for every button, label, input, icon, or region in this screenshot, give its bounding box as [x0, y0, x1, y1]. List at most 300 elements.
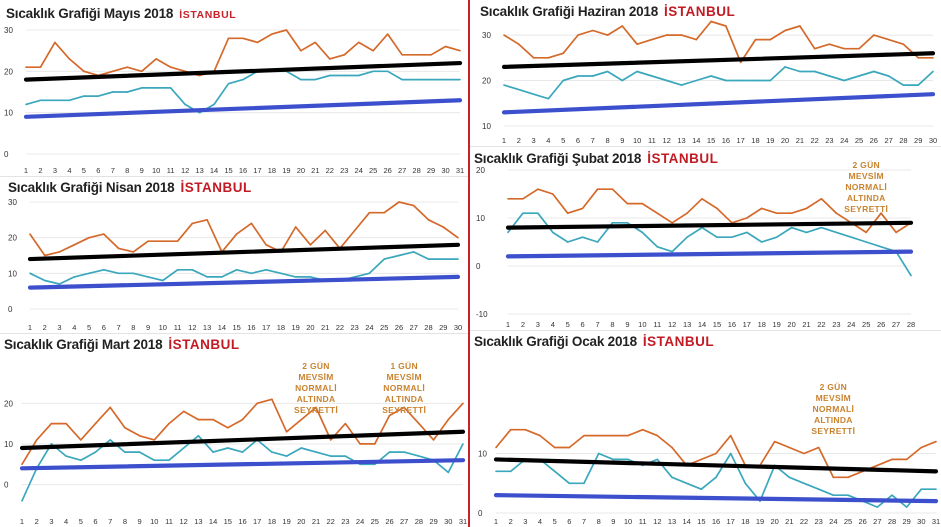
min-point: [582, 236, 584, 238]
min-point: [329, 75, 331, 77]
min-point: [642, 232, 644, 234]
min-point: [206, 276, 208, 278]
min-point: [932, 71, 934, 73]
x-tick-label: 6: [580, 320, 585, 329]
min-point: [95, 451, 97, 453]
x-tick-label: 9: [625, 320, 630, 329]
max-point: [286, 431, 288, 433]
max-point: [124, 427, 126, 429]
trend-min-line: [30, 277, 458, 288]
min-point: [858, 75, 860, 77]
min-point: [315, 79, 317, 81]
trend-min-line: [496, 495, 936, 501]
min-point: [910, 275, 912, 277]
max-point: [206, 219, 208, 221]
chart-panel-subat: [472, 146, 941, 330]
x-tick-label: 27: [891, 320, 901, 329]
y-tick-label: 0: [8, 305, 13, 314]
min-point: [598, 453, 600, 455]
y-tick-label: -10: [476, 310, 488, 319]
max-point: [552, 193, 554, 195]
max-point: [430, 54, 432, 56]
max-point: [715, 453, 717, 455]
min-point: [54, 99, 56, 101]
min-point: [383, 258, 385, 260]
min-point: [671, 251, 673, 253]
x-tick-label: 13: [195, 166, 204, 175]
x-tick-label: 5: [86, 323, 92, 332]
min-point: [518, 89, 520, 91]
x-tick-label: 9: [620, 136, 625, 145]
max-point: [133, 251, 135, 253]
max-point: [666, 34, 668, 36]
x-tick-label: 25: [370, 517, 379, 526]
trend-max-line: [496, 459, 936, 471]
max-point: [597, 188, 599, 190]
min-point: [906, 506, 908, 508]
min-point: [681, 84, 683, 86]
max-point: [462, 403, 464, 405]
min-point: [242, 451, 244, 453]
x-tick-label: 25: [380, 323, 389, 332]
max-point: [65, 423, 67, 425]
x-tick-label: 11: [653, 320, 662, 329]
x-tick-label: 14: [217, 323, 227, 332]
max-point: [141, 71, 143, 73]
x-tick-label: 13: [682, 320, 692, 329]
x-tick-label: 24: [365, 323, 374, 332]
min-point: [917, 84, 919, 86]
max-point: [300, 50, 302, 52]
x-tick-label: 12: [653, 517, 662, 526]
max-point: [622, 25, 624, 27]
max-point: [562, 52, 564, 54]
x-tick-label: 13: [194, 517, 203, 526]
min-point: [730, 453, 732, 455]
max-point: [21, 463, 23, 465]
season-note-line: 1 GÜN: [390, 361, 418, 371]
x-tick-label: 12: [668, 320, 677, 329]
x-tick-label: 22: [810, 136, 819, 145]
chart-city-label: İSTANBUL: [647, 151, 719, 166]
min-point: [548, 98, 550, 100]
trend-max-line: [22, 432, 463, 448]
season-note-line: 2 GÜN: [819, 382, 848, 392]
y-tick-label: 10: [482, 122, 491, 131]
x-tick-label: 4: [546, 136, 551, 145]
max-point: [671, 222, 673, 224]
min-point: [98, 95, 100, 97]
min-point: [612, 222, 614, 224]
max-point: [329, 58, 331, 60]
max-point: [36, 439, 38, 441]
x-tick-label: 26: [876, 320, 886, 329]
season-note-line: 2 GÜN: [302, 361, 330, 371]
x-tick-label: 18: [741, 517, 750, 526]
max-point: [44, 255, 46, 257]
min-point: [112, 91, 114, 93]
max-point: [359, 443, 361, 445]
x-tick-label: 20: [780, 136, 790, 145]
chart-title-text: Sıcaklık Grafiği Mart 2018: [4, 337, 163, 352]
y-tick-label: 20: [4, 67, 13, 77]
max-point: [448, 419, 450, 421]
season-note: [831, 160, 901, 215]
min-point: [44, 280, 46, 282]
x-tick-label: 27: [409, 323, 418, 332]
min-point: [29, 273, 31, 275]
min-point: [935, 488, 937, 490]
max-point: [710, 21, 712, 23]
x-tick-label: 13: [202, 323, 212, 332]
x-tick-label: 15: [697, 517, 706, 526]
x-tick-label: 11: [638, 517, 647, 526]
max-point: [418, 423, 420, 425]
min-point: [696, 80, 698, 82]
max-point: [236, 233, 238, 235]
x-tick-label: 29: [426, 166, 436, 175]
min-point: [88, 273, 90, 275]
x-tick-label: 27: [397, 166, 407, 175]
max-point: [903, 43, 905, 45]
x-tick-label: 11: [165, 517, 173, 526]
min-point: [154, 459, 156, 461]
max-point: [170, 66, 172, 68]
x-tick-label: 26: [869, 136, 878, 145]
max-point: [592, 30, 594, 32]
min-point: [627, 222, 629, 224]
max-point: [730, 435, 732, 437]
season-note: [369, 361, 439, 416]
min-point: [69, 99, 71, 101]
x-tick-label: 24: [829, 517, 838, 526]
x-tick-label: 14: [697, 320, 707, 329]
season-note-line: SEYRETTİ: [844, 204, 889, 214]
max-point: [257, 42, 259, 44]
max-point: [401, 54, 403, 56]
max-point: [651, 39, 653, 41]
max-point: [537, 188, 539, 190]
season-note: [281, 361, 351, 416]
x-tick-label: 25: [843, 517, 853, 526]
min-point: [416, 79, 418, 81]
max-point: [533, 57, 535, 59]
max-point: [755, 39, 757, 41]
min-point: [725, 80, 727, 82]
min-point: [21, 500, 23, 502]
min-point: [715, 477, 717, 479]
max-point: [88, 237, 90, 239]
season-note-line: ALTINDA: [846, 193, 886, 203]
min-point: [147, 276, 149, 278]
x-tick-label: 4: [550, 320, 555, 329]
x-tick-label: 27: [873, 517, 882, 526]
y-tick-label: 10: [8, 269, 17, 279]
min-point: [740, 80, 742, 82]
x-tick-label: 6: [567, 517, 572, 526]
season-note-line: MEVSİM: [386, 372, 422, 382]
min-point: [510, 471, 512, 473]
x-tick-label: 4: [72, 323, 77, 332]
x-tick-label: 20: [770, 517, 779, 526]
vertical-separator: [468, 0, 470, 527]
max-point: [112, 71, 114, 73]
x-tick-label: 25: [862, 320, 871, 329]
max-point: [932, 57, 934, 59]
min-point: [59, 283, 61, 285]
max-point: [740, 62, 742, 64]
max-point: [69, 58, 71, 60]
max-point: [888, 39, 890, 41]
max-point: [569, 447, 571, 449]
max-point: [413, 205, 415, 207]
x-tick-label: 2: [516, 136, 521, 145]
x-tick-label: 16: [238, 517, 247, 526]
x-tick-label: 24: [355, 517, 365, 526]
max-point: [354, 230, 356, 232]
x-tick-label: 5: [81, 166, 86, 175]
min-point: [843, 80, 845, 82]
min-point: [315, 451, 317, 453]
y-tick-label: 0: [4, 150, 9, 159]
x-tick-label: 3: [52, 166, 58, 175]
x-tick-label: 21: [785, 517, 794, 526]
min-point: [73, 276, 75, 278]
min-point: [139, 451, 141, 453]
x-tick-label: 1: [27, 323, 33, 332]
max-point: [168, 423, 170, 425]
min-point: [177, 269, 179, 271]
x-tick-label: 22: [325, 166, 334, 175]
max-point: [518, 43, 520, 45]
season-note-line: NORMALİ: [845, 182, 888, 192]
min-point: [459, 79, 461, 81]
min-point: [265, 269, 267, 271]
max-point: [873, 34, 875, 36]
x-tick-label: 21: [311, 166, 320, 175]
min-point: [389, 451, 391, 453]
x-tick-label: 19: [755, 517, 765, 526]
x-tick-label: 6: [101, 323, 106, 332]
x-tick-label: 24: [847, 320, 856, 329]
x-tick-label: 30: [917, 517, 926, 526]
min-point: [445, 79, 447, 81]
x-tick-label: 8: [131, 323, 136, 332]
min-point: [25, 104, 27, 106]
max-point: [891, 459, 893, 461]
max-point: [814, 48, 816, 50]
x-tick-label: 5: [561, 136, 566, 145]
y-tick-label: 10: [4, 108, 13, 118]
x-tick-label: 4: [537, 517, 543, 526]
max-point: [636, 43, 638, 45]
max-point: [686, 212, 688, 214]
x-tick-label: 23: [340, 166, 349, 175]
min-point: [562, 80, 564, 82]
min-point: [401, 79, 403, 81]
x-tick-label: 26: [858, 517, 867, 526]
x-tick-label: 30: [441, 166, 450, 175]
max-point: [821, 198, 823, 200]
max-point: [80, 439, 82, 441]
x-tick-label: 12: [180, 166, 190, 175]
min-point: [607, 71, 609, 73]
max-point: [774, 441, 776, 443]
x-tick-label: 5: [565, 320, 570, 329]
max-point: [286, 29, 288, 31]
min-point: [133, 273, 135, 275]
x-tick-label: 18: [757, 320, 766, 329]
max-point: [343, 54, 345, 56]
min-point: [442, 258, 444, 260]
y-tick-label: 30: [482, 31, 491, 41]
x-tick-label: 30: [928, 136, 938, 145]
chart-panel-mayis: [0, 0, 468, 176]
x-tick-label: 13: [667, 517, 677, 526]
min-point: [198, 435, 200, 437]
x-tick-label: 7: [108, 517, 113, 526]
max-point: [183, 411, 185, 413]
chart-svg: [0, 0, 468, 176]
x-tick-label: 25: [369, 166, 378, 175]
x-tick-label: 15: [712, 320, 722, 329]
trend-min-line: [26, 100, 460, 117]
x-tick-label: 6: [575, 136, 581, 145]
min-point: [710, 75, 712, 77]
x-tick-label: 2: [42, 323, 47, 332]
min-point: [369, 273, 371, 275]
min-point: [228, 83, 230, 85]
max-point: [789, 447, 791, 449]
x-tick-label: 8: [125, 166, 130, 175]
max-point: [445, 46, 447, 48]
min-point: [227, 447, 229, 449]
x-tick-label: 15: [232, 323, 241, 332]
min-point: [372, 71, 374, 73]
max-point: [192, 223, 194, 225]
x-tick-label: 9: [611, 517, 616, 526]
x-tick-label: 17: [261, 323, 271, 332]
min-point: [141, 87, 143, 89]
max-point: [865, 232, 867, 234]
chart-city-label: İSTANBUL: [168, 337, 240, 352]
x-tick-label: 23: [814, 517, 823, 526]
min-point: [457, 258, 459, 260]
max-point: [847, 477, 849, 479]
chart-city-label: İSTANBUL: [179, 9, 237, 21]
chart-city-label: İSTANBUL: [180, 180, 252, 195]
min-point: [65, 455, 67, 457]
max-point: [442, 226, 444, 228]
min-point: [829, 75, 831, 77]
max-point: [829, 43, 831, 45]
min-point: [236, 269, 238, 271]
x-tick-label: 14: [692, 136, 701, 145]
min-point: [636, 71, 638, 73]
max-point: [612, 188, 614, 190]
x-tick-label: 6: [96, 166, 101, 175]
min-point: [569, 482, 571, 484]
max-point: [701, 459, 703, 461]
min-point: [398, 255, 400, 257]
max-point: [374, 443, 376, 445]
x-tick-label: 10: [150, 517, 159, 526]
season-note: [798, 382, 868, 437]
x-tick-label: 10: [638, 320, 647, 329]
x-tick-label: 3: [523, 517, 528, 526]
x-tick-label: 3: [531, 136, 536, 145]
x-tick-label: 31: [458, 517, 468, 526]
max-point: [369, 212, 371, 214]
x-tick-label: 26: [394, 323, 404, 332]
season-note-line: ALTINDA: [384, 394, 424, 404]
max-point: [671, 447, 673, 449]
max-point: [642, 429, 644, 431]
max-point: [725, 25, 727, 27]
x-tick-label: 11: [166, 166, 175, 175]
max-point: [212, 419, 214, 421]
min-point: [80, 459, 82, 461]
max-point: [818, 447, 820, 449]
min-point: [103, 269, 105, 271]
max-point: [567, 212, 569, 214]
min-point: [418, 455, 420, 457]
min-point: [597, 241, 599, 243]
min-point: [118, 273, 120, 275]
min-point: [769, 80, 771, 82]
min-point: [592, 75, 594, 77]
min-point: [533, 93, 535, 95]
x-tick-label: 31: [931, 517, 941, 526]
max-point: [681, 34, 683, 36]
chart-title-text: Sıcaklık Grafiği Mayıs 2018: [6, 6, 174, 21]
chart-panel-haziran: [472, 0, 941, 146]
x-tick-label: 19: [772, 320, 781, 329]
max-point: [29, 233, 31, 235]
x-tick-label: 28: [424, 323, 433, 332]
y-tick-label: 10: [4, 439, 13, 449]
min-point: [891, 494, 893, 496]
x-tick-label: 1: [19, 517, 25, 526]
series-max-line: [26, 30, 460, 76]
x-tick-label: 7: [116, 323, 121, 332]
x-tick-label: 14: [209, 166, 219, 175]
max-point: [95, 423, 97, 425]
max-point: [548, 57, 550, 59]
max-point: [761, 208, 763, 210]
x-tick-label: 10: [152, 166, 161, 175]
max-point: [398, 201, 400, 203]
min-point: [503, 84, 505, 86]
min-point: [613, 459, 615, 461]
min-point: [888, 75, 890, 77]
max-point: [696, 39, 698, 41]
x-tick-label: 8: [610, 320, 615, 329]
min-point: [583, 482, 585, 484]
max-point: [935, 441, 937, 443]
max-point: [428, 219, 430, 221]
min-point: [168, 459, 170, 461]
x-tick-label: 28: [887, 517, 897, 526]
max-point: [598, 435, 600, 437]
max-point: [40, 66, 42, 68]
min-point: [155, 87, 157, 89]
x-tick-label: 9: [145, 323, 151, 332]
min-point: [657, 459, 659, 461]
chart-title-text: Sıcaklık Grafiği Haziran 2018: [480, 4, 659, 19]
min-point: [387, 71, 389, 73]
max-point: [330, 439, 332, 441]
